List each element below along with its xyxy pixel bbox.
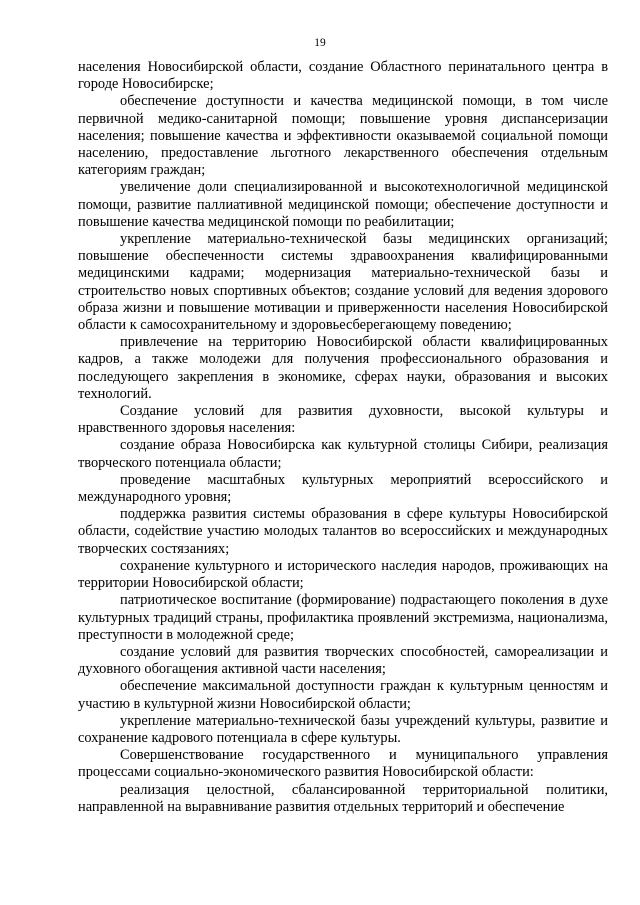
paragraph: сохранение культурного и исторического наследия народов, проживающих на территории Новосибирской области; (78, 557, 608, 592)
paragraph: увеличение доли специализированной и высокотехнологичной медицинской помощи, развитие паллиативной медицинской помощи; обеспечение доступности и повышение качества медицинской помощи по реабилитации; (78, 179, 608, 230)
page-number: 19 (314, 37, 326, 49)
paragraph: создание образа Новосибирска как культурной столицы Сибири, реализация творческого потенциала области; (78, 437, 608, 471)
section-heading-paragraph: Совершенствование государственного и муниципального управления процессами социально-экономического развития Новосибирской области: (78, 747, 608, 781)
paragraph: реализация целостной, сбалансированной территориальной политики, направленной на выравнивание развития отдельных территорий и обеспечение (78, 781, 608, 815)
paragraph: привлечение на территорию Новосибирской области квалифицированных кадров, а также молодежи для получения профессионального образования и последующего закрепления в экономике, сферах науки, образования и высоких технологий. (78, 334, 608, 402)
paragraph-continuation: населения Новосибирской области, создание Областного перинатального центра в городе Новосибирске; (78, 59, 608, 93)
paragraph: укрепление материально-технической базы медицинских организаций; повышение обеспеченности системы здравоохранения квалифицированными медицинскими кадрами; модернизация материально-технической базы и строительство новых спортивных объектов; создание условий для ведения здорового образа жизни и повышение мотивации и приверженности населения Новосибирской области к самосохранительному и здоровьесберегающему поведению; (78, 231, 608, 334)
paragraph: обеспечение доступности и качества медицинской помощи, в том числе первичной медико-санитарной помощи; повышение уровня диспансеризации населения; повышение качества и эффективности оказываемой социальной помощи населению, предоставление льготного лекарственного обеспечения отдельным категориям граждан; (78, 93, 608, 179)
paragraph: патриотическое воспитание (формирование) подрастающего поколения в духе культурных традиций страны, профилактика проявлений экстремизма, национализма, преступности в молодежной среде; (78, 592, 608, 643)
document-body (78, 59, 608, 816)
section-heading-paragraph: Создание условий для развития духовности, высокой культуры и нравственного здоровья населения: (78, 403, 608, 437)
paragraph: поддержка развития системы образования в сфере культуры Новосибирской области, содействие участию молодых талантов во всероссийских и международных творческих состязаниях; (78, 506, 608, 557)
paragraph: создание условий для развития творческих способностей, самореализации и духовного обогащения активной части населения; (78, 643, 608, 678)
paragraph: проведение масштабных культурных мероприятий всероссийского и международного уровня; (78, 471, 608, 506)
paragraph: обеспечение максимальной доступности граждан к культурным ценностям и участию в культурной жизни Новосибирской области; (78, 678, 608, 712)
paragraph: укрепление материально-технической базы учреждений культуры, развитие и сохранение кадрового потенциала в сфере культуры. (78, 712, 608, 746)
